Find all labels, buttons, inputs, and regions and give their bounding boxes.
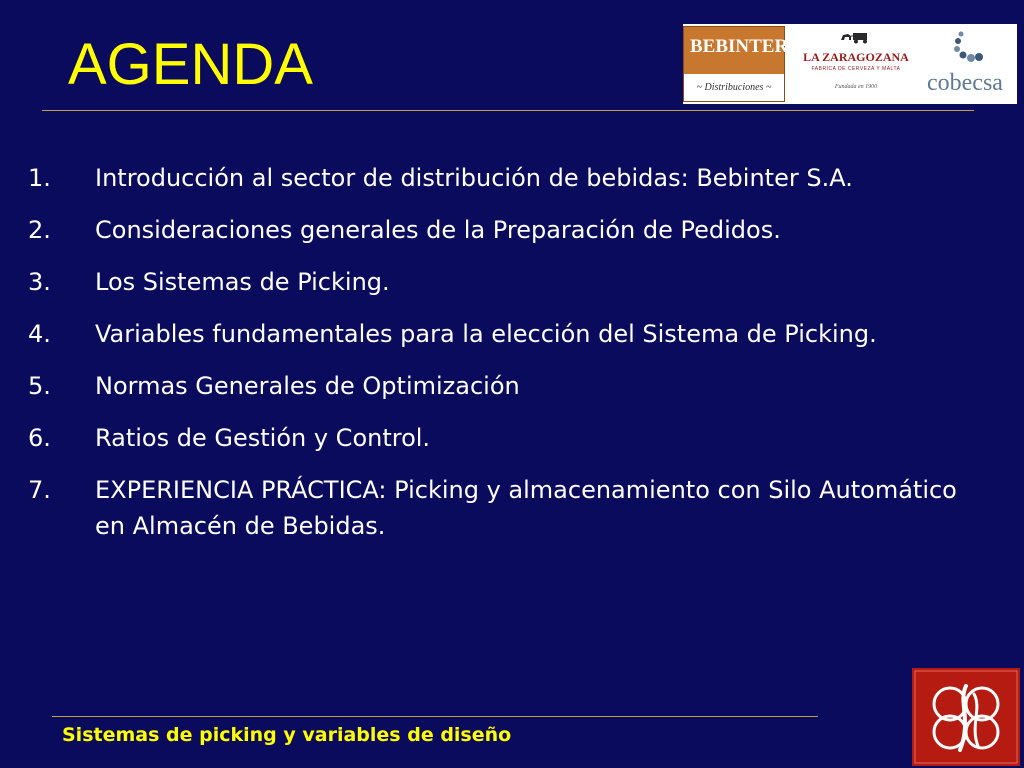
footer-title: Sistemas de picking y variables de diseño: [62, 724, 512, 746]
agenda-item-text: Normas Generales de Optimización: [95, 372, 520, 400]
agenda-item-text: Ratios de Gestión y Control.: [95, 424, 431, 452]
bebinter-logo-name: BEBINTER: [690, 36, 789, 57]
agenda-list: [28, 160, 988, 560]
agenda-item: [28, 160, 988, 196]
agenda-item: [28, 316, 988, 352]
agenda-item-number: 6.: [28, 424, 51, 452]
agenda-item-number: 2.: [28, 216, 51, 244]
agenda-item-number: 7.: [28, 476, 51, 504]
monogram-logo-icon: [912, 668, 1020, 766]
zaragozana-logo-name: LA ZARAGOZANA: [803, 50, 909, 64]
cobecsa-dots-icon: [949, 30, 985, 64]
agenda-item-number: 1.: [28, 164, 51, 192]
agenda-item: [28, 212, 988, 248]
agenda-item-text: Introducción al sector de distribución de bebidas: Bebinter S.A.: [95, 164, 853, 192]
agenda-item: [28, 368, 988, 404]
agenda-item-number: 5.: [28, 372, 51, 400]
agenda-item-text: Los Sistemas de Picking.: [95, 268, 390, 296]
partner-logos: [683, 24, 1017, 104]
slide-title: AGENDA: [68, 32, 313, 97]
footer-divider: [52, 716, 818, 717]
cobecsa-logo-name: cobecsa: [927, 70, 1003, 96]
agenda-item-text: Consideraciones generales de la Preparación de Pedidos.: [95, 216, 781, 244]
zaragozana-logo-subtitle: FABRICA DE CERVEZA Y MALTA: [811, 66, 901, 72]
agenda-item-number: 3.: [28, 268, 51, 296]
bebinter-logo-tagline: ~ Distribuciones ~: [684, 74, 784, 101]
agenda-item-number: 4.: [28, 320, 51, 348]
zaragozana-logo: [801, 26, 911, 102]
zaragozana-logo-signature: Fundada en 1900: [834, 84, 878, 90]
agenda-item-text: EXPERIENCIA PRÁCTICA: Picking y almacenamiento con Silo Automático en Almacén de Bebidas.: [95, 476, 957, 540]
agenda-item: [28, 264, 988, 300]
agenda-item-text: Variables fundamentales para la elección del Sistema de Picking.: [95, 320, 877, 348]
cobecsa-logo: [921, 26, 1017, 102]
agenda-item: [28, 420, 988, 456]
bebinter-logo: [683, 26, 789, 102]
horse-cart-icon: [840, 30, 870, 44]
agenda-item: [28, 472, 988, 544]
title-divider: [42, 110, 974, 111]
